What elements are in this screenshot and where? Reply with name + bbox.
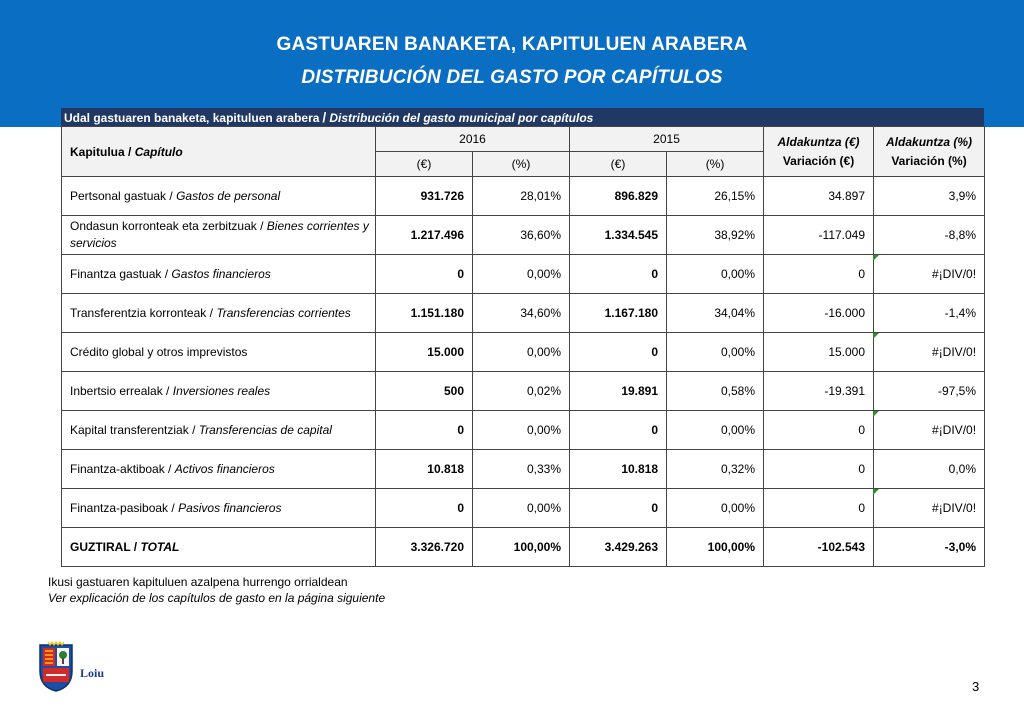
cell-2016-eur: 1.217.496 bbox=[376, 216, 473, 255]
row-label: Ondasun korronteak eta zerbitzuak / Bienes corrientes y servicios bbox=[62, 216, 376, 255]
header-year-2016: 2016 bbox=[376, 127, 570, 152]
cell-2016-pct: 0,02% bbox=[473, 372, 570, 411]
cell-variation-pct: -8,8% bbox=[874, 216, 985, 255]
header-variation-pct: Aldakuntza (%) Variación (%) bbox=[874, 127, 985, 177]
note-spanish: Ver explicación de los capítulos de gasto en la página siguiente bbox=[48, 591, 386, 605]
header-unit-pct-2015: (%) bbox=[667, 152, 764, 177]
cell-2015-eur: 896.829 bbox=[570, 177, 667, 216]
cell-2015-eur: 0 bbox=[570, 489, 667, 528]
cell-variation-eur: 0 bbox=[764, 489, 874, 528]
cell-variation-eur: 15.000 bbox=[764, 333, 874, 372]
table-row bbox=[62, 489, 985, 528]
row-label: Finantza gastuak / Gastos financieros bbox=[62, 255, 376, 294]
table-body bbox=[62, 177, 985, 567]
caption-spanish: Distribución del gasto municipal por capítulos bbox=[329, 111, 594, 125]
cell-2016-pct: 0,00% bbox=[473, 333, 570, 372]
cell-2016-eur: 15.000 bbox=[376, 333, 473, 372]
table-total-row bbox=[62, 528, 985, 567]
cell-2015-pct: 0,32% bbox=[667, 450, 764, 489]
cell-2016-eur: 500 bbox=[376, 372, 473, 411]
table-row bbox=[62, 216, 985, 255]
expense-table bbox=[61, 126, 985, 567]
total-2015-pct: 100,00% bbox=[667, 528, 764, 567]
cell-2015-eur: 0 bbox=[570, 411, 667, 450]
cell-2016-eur: 931.726 bbox=[376, 177, 473, 216]
cell-2015-pct: 0,00% bbox=[667, 411, 764, 450]
cell-2015-pct: 34,04% bbox=[667, 294, 764, 333]
cell-2016-pct: 0,00% bbox=[473, 255, 570, 294]
cell-2016-pct: 36,60% bbox=[473, 216, 570, 255]
note-basque: Ikusi gastuaren kapituluen azalpena hurrengo orrialdean bbox=[48, 575, 348, 589]
table-row bbox=[62, 177, 985, 216]
cell-2015-pct: 38,92% bbox=[667, 216, 764, 255]
cell-2015-pct: 0,58% bbox=[667, 372, 764, 411]
cell-2015-pct: 0,00% bbox=[667, 489, 764, 528]
cell-variation-eur: -16.000 bbox=[764, 294, 874, 333]
row-label: Inbertsio errealak / Inversiones reales bbox=[62, 372, 376, 411]
total-label: GUZTIRAL / TOTAL bbox=[62, 528, 376, 567]
row-label: Finantza-pasiboak / Pasivos financieros bbox=[62, 489, 376, 528]
table-row bbox=[62, 333, 985, 372]
cell-variation-pct: #¡DIV/0! bbox=[874, 255, 985, 294]
cell-2015-eur: 19.891 bbox=[570, 372, 667, 411]
table-row bbox=[62, 372, 985, 411]
total-2016-pct: 100,00% bbox=[473, 528, 570, 567]
expense-table-container bbox=[61, 108, 984, 567]
cell-2015-eur: 0 bbox=[570, 333, 667, 372]
row-label: Finantza-aktiboak / Activos financieros bbox=[62, 450, 376, 489]
cell-2016-eur: 1.151.180 bbox=[376, 294, 473, 333]
cell-variation-eur: 0 bbox=[764, 450, 874, 489]
cell-variation-pct: #¡DIV/0! bbox=[874, 411, 985, 450]
cell-variation-pct: 3,9% bbox=[874, 177, 985, 216]
cell-2015-pct: 26,15% bbox=[667, 177, 764, 216]
cell-variation-pct: -97,5% bbox=[874, 372, 985, 411]
cell-2016-pct: 0,00% bbox=[473, 411, 570, 450]
cell-2016-eur: 0 bbox=[376, 489, 473, 528]
cell-2015-eur: 10.818 bbox=[570, 450, 667, 489]
caption-separator: / bbox=[322, 109, 327, 125]
cell-2016-pct: 0,00% bbox=[473, 489, 570, 528]
cell-variation-eur: 0 bbox=[764, 255, 874, 294]
header-unit-eur-2015: (€) bbox=[570, 152, 667, 177]
page-number: 3 bbox=[972, 679, 980, 694]
cell-variation-eur: -117.049 bbox=[764, 216, 874, 255]
table-row bbox=[62, 411, 985, 450]
table-row bbox=[62, 255, 985, 294]
row-label: Pertsonal gastuak / Gastos de personal bbox=[62, 177, 376, 216]
coat-of-arms-icon bbox=[36, 641, 76, 693]
cell-variation-eur: 0 bbox=[764, 411, 874, 450]
cell-variation-eur: 34.897 bbox=[764, 177, 874, 216]
header-year-2015: 2015 bbox=[570, 127, 764, 152]
caption-basque: Udal gastuaren banaketa, kapituluen arabera bbox=[64, 111, 320, 125]
total-variation-pct: -3,0% bbox=[874, 528, 985, 567]
row-label: Crédito global y otros imprevistos bbox=[62, 333, 376, 372]
page-title-basque: GASTUAREN BANAKETA, KAPITULUEN ARABERA bbox=[276, 34, 748, 55]
header-variation-eur: Aldakuntza (€) Variación (€) bbox=[764, 127, 874, 177]
cell-variation-pct: #¡DIV/0! bbox=[874, 333, 985, 372]
row-label: Kapital transferentziak / Transferencias de capital bbox=[62, 411, 376, 450]
table-caption bbox=[61, 108, 984, 126]
page-title-spanish: DISTRIBUCIÓN DEL GASTO POR CAPÍTULOS bbox=[301, 67, 723, 88]
header-chapter: Kapitulua / Capítulo bbox=[62, 127, 376, 177]
cell-variation-pct: #¡DIV/0! bbox=[874, 489, 985, 528]
cell-2015-eur: 1.167.180 bbox=[570, 294, 667, 333]
cell-2016-pct: 28,01% bbox=[473, 177, 570, 216]
cell-2015-pct: 0,00% bbox=[667, 255, 764, 294]
cell-2016-pct: 0,33% bbox=[473, 450, 570, 489]
header-unit-eur-2016: (€) bbox=[376, 152, 473, 177]
total-2015-eur: 3.429.263 bbox=[570, 528, 667, 567]
total-variation-eur: -102.543 bbox=[764, 528, 874, 567]
cell-2016-pct: 34,60% bbox=[473, 294, 570, 333]
table-row bbox=[62, 450, 985, 489]
cell-2016-eur: 0 bbox=[376, 411, 473, 450]
cell-2015-eur: 1.334.545 bbox=[570, 216, 667, 255]
header-unit-pct-2016: (%) bbox=[473, 152, 570, 177]
cell-2016-eur: 0 bbox=[376, 255, 473, 294]
cell-2015-pct: 0,00% bbox=[667, 333, 764, 372]
table-row bbox=[62, 294, 985, 333]
cell-variation-pct: -1,4% bbox=[874, 294, 985, 333]
cell-variation-pct: 0,0% bbox=[874, 450, 985, 489]
total-2016-eur: 3.326.720 bbox=[376, 528, 473, 567]
cell-2016-eur: 10.818 bbox=[376, 450, 473, 489]
logo-text: Loiu bbox=[80, 666, 105, 680]
cell-2015-eur: 0 bbox=[570, 255, 667, 294]
cell-variation-eur: -19.391 bbox=[764, 372, 874, 411]
row-label: Transferentzia korronteak / Transferencias corrientes bbox=[62, 294, 376, 333]
